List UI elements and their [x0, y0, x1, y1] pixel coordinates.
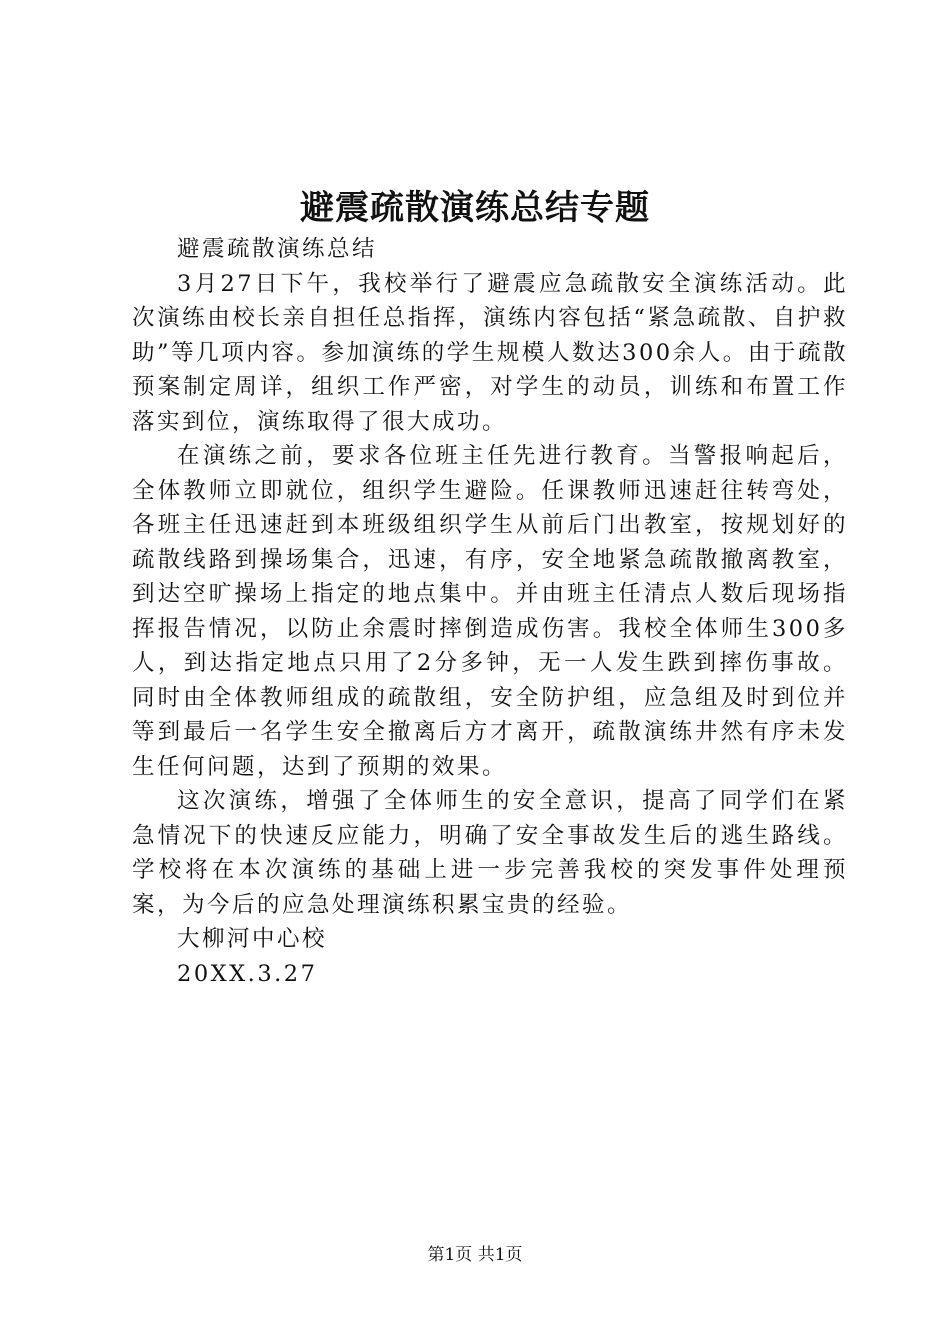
document-body	[132, 232, 848, 991]
paragraph-3: 这次演练，增强了全体师生的安全意识，提高了同学们在紧急情况下的快速反应能力，明确了安全事故发生后的逃生路线。学校将在本次演练的基础上进一步完善我校的突发事件处理预案，为今后的应急处理演练积累宝贵的经验。	[132, 788, 848, 918]
paragraph-1: 3月27日下午，我校举行了避震应急疏散安全演练活动。此次演练由校长亲自担任总指挥，演练内容包括“紧急疏散、自护救助”等几项内容。参加演练的学生规模人数达300余人。由于疏散预案制定周详，组织工作严密，对学生的动员，训练和布置工作落实到位，演练取得了很大成功。	[132, 270, 848, 435]
page-number-footer: 第1页 共1页	[427, 1245, 523, 1265]
document-subtitle: 避震疏散演练总结	[177, 236, 378, 262]
document-date: 20XX.3.27	[177, 960, 318, 987]
signature: 大柳河中心校	[177, 926, 328, 952]
paragraph-2: 在演练之前，要求各位班主任先进行教育。当警报响起后，全体教师立即就位，组织学生避险。任课教师迅速赶往转弯处，各班主任迅速赶到本班级组织学生从前后门出教室，按规划好的疏散线路到操场集合，迅速，有序，安全地紧急疏散撤离教室，到达空旷操场上指定的地点集中。并由班主任清点人数后现场指挥报告情况，以防止余震时摔倒造成伤害。我校全体师生300多人，到达指定地点只用了2分多钟，无一人发生跌到摔伤事故。同时由全体教师组成的疏散组，安全防护组，应急组及时到位并等到最后一名学生安全撤离后方才离开，疏散演练井然有序未发生任何问题，达到了预期的效果。	[132, 443, 848, 780]
document-title: 避震疏散演练总结专题	[300, 188, 650, 228]
